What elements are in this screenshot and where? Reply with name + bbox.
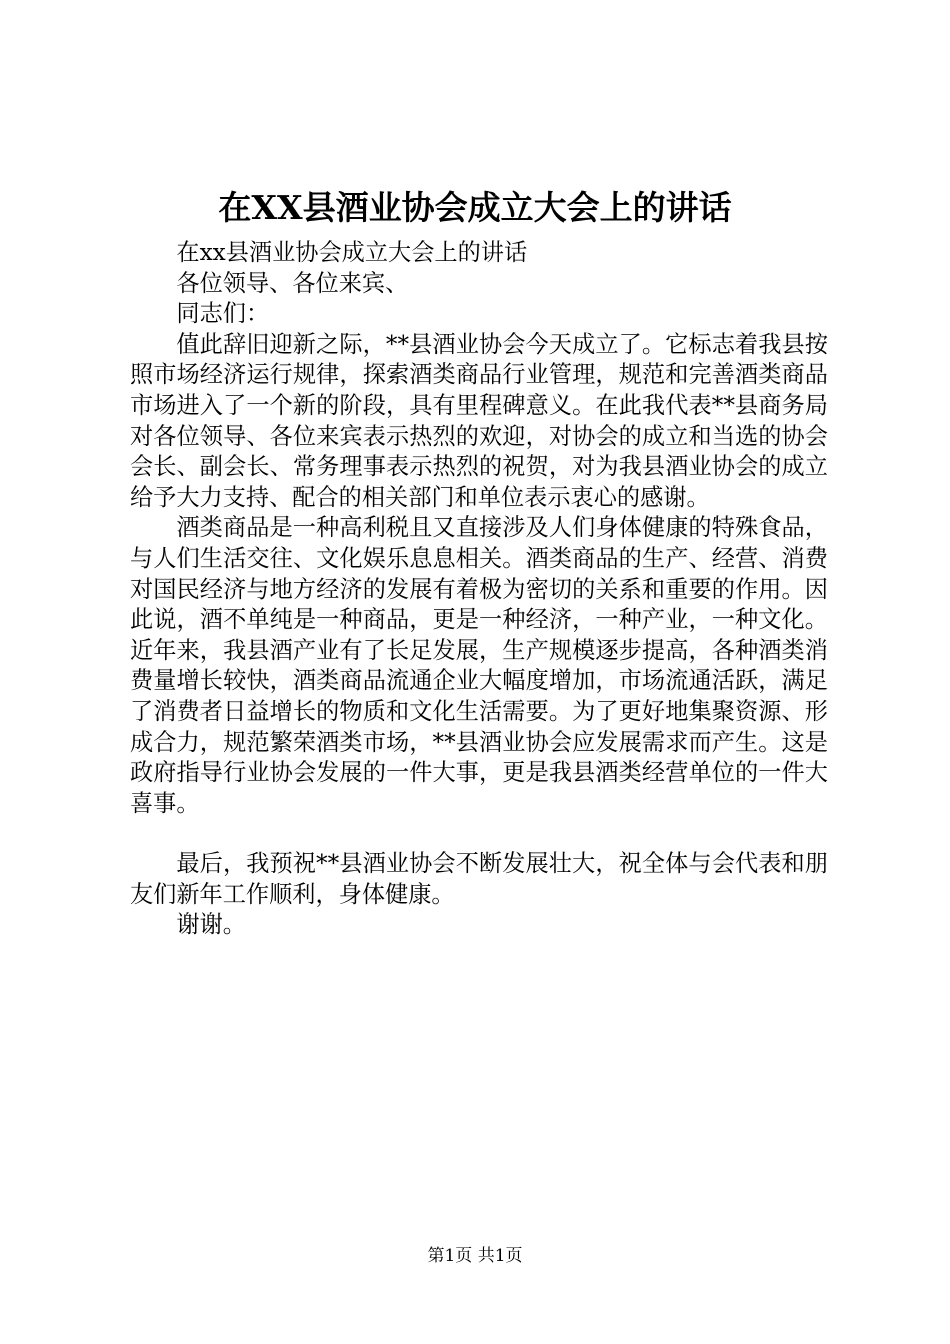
body-paragraph-greeting: 各位领导、各位来宾、 — [176, 269, 409, 297]
body-paragraph-opening: 值此辞旧迎新之际，**县酒业协会今天成立了。它标志着我县按照市场经济运行规律，探索酒类商品行业管理，规范和完善酒类商品市场进入了一个新的阶段，具有里程碑意义。在此我代表**县商务局对各位领导、各位来宾表示热烈的欢迎，对协会的成立和当选的协会会长、副会长、常务理事表示热烈的祝贺，对为我县酒业协会的成立给予大力支持、配合的相关部门和单位表示衷心的感谢。 — [130, 330, 828, 511]
body-paragraph-subtitle: 在xx县酒业协会成立大会上的讲话 — [176, 239, 528, 266]
body-paragraph-closing: 最后，我预祝**县酒业协会不断发展壮大，祝全体与会代表和朋友们新年工作顺利，身体健康。 — [130, 850, 828, 908]
page-footer: 第1页 共1页 — [427, 1246, 523, 1266]
body-paragraph-main: 酒类商品是一种高利税且又直接涉及人们身体健康的特殊食品，与人们生活交往、文化娱乐息息相关。酒类商品的生产、经营、消费对国民经济与地方经济的发展有着极为密切的关系和重要的作用。因此说，酒不单纯是一种商品，更是一种经济，一种产业，一种文化。近年来，我县酒产业有了长足发展，生产规模逐步提高，各种酒类消费量增长较快，酒类商品流通企业大幅度增加，市场流通活跃，满足了消费者日益增长的物质和文化生活需要。为了更好地集聚资源、形成合力，规范繁荣酒类市场，**县酒业协会应发展需求而产生。这是政府指导行业协会发展的一件大事，更是我县酒类经营单位的一件大喜事。 — [130, 514, 828, 817]
document-title: 在XX县酒业协会成立大会上的讲话 — [218, 188, 732, 227]
body-paragraph-thanks: 谢谢。 — [176, 911, 246, 939]
body-paragraph-salutation: 同志们： — [176, 300, 270, 328]
document-body — [130, 238, 828, 941]
